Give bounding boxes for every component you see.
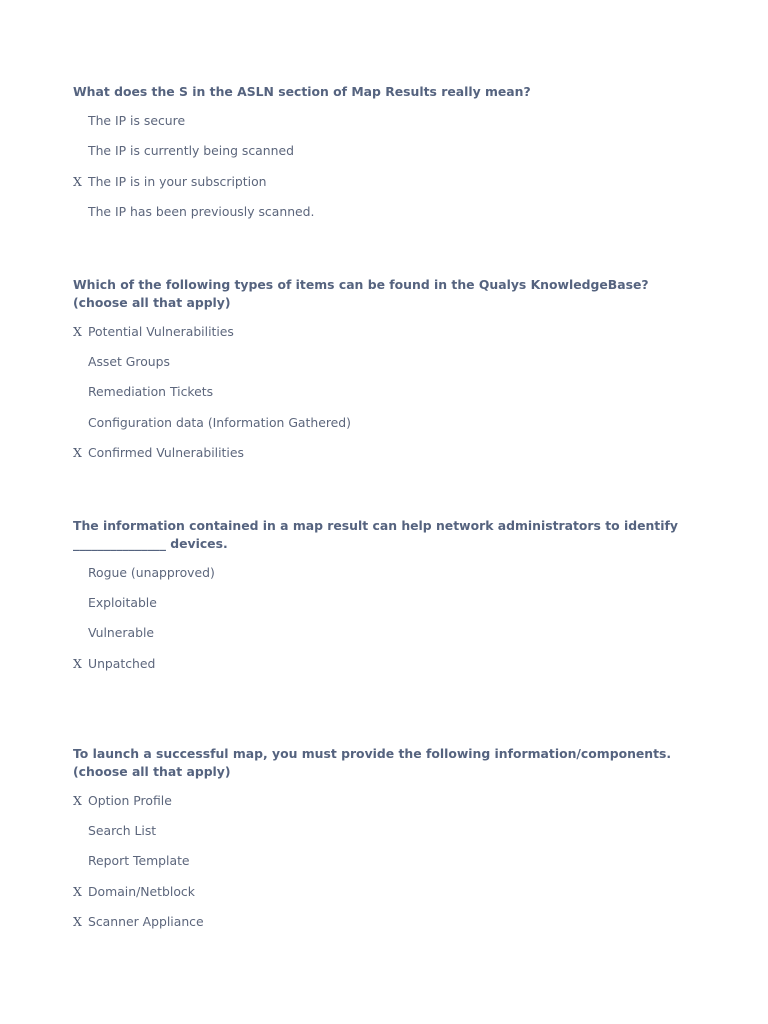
option-item — [73, 785, 693, 815]
option-label: Remediation Tickets — [88, 384, 214, 400]
option-item — [73, 196, 693, 226]
option-label: Unpatched — [88, 655, 156, 671]
option-item — [73, 407, 693, 437]
option-item — [73, 846, 693, 876]
answer-mark: X — [73, 655, 82, 671]
question-2 — [73, 276, 693, 467]
option-item — [73, 618, 693, 648]
option-label: Domain/Netblock — [88, 883, 195, 899]
option-item — [73, 876, 693, 906]
option-label: Exploitable — [88, 594, 157, 610]
option-item — [73, 106, 693, 136]
option-item — [73, 906, 693, 936]
option-item — [73, 557, 693, 587]
option-item — [73, 316, 693, 346]
option-item — [73, 377, 693, 407]
option-label: Potential Vulnerabilities — [88, 323, 234, 339]
answer-mark: X — [73, 323, 82, 339]
question-text: Which of the following types of items can be found in the Qualys KnowledgeBase? (choose all that apply) — [73, 277, 649, 310]
question-text: To launch a successful map, you must provide the following information/components. (choose all that apply) — [73, 746, 672, 779]
option-label: Confirmed Vulnerabilities — [88, 444, 244, 460]
answer-mark: X — [73, 444, 82, 460]
option-item — [73, 587, 693, 617]
option-label: Configuration data (Information Gathered) — [88, 414, 351, 430]
option-label: Report Template — [88, 853, 190, 869]
option-list — [73, 557, 693, 678]
option-label: Rogue (unapproved) — [88, 564, 215, 580]
option-list — [73, 316, 693, 467]
question-3 — [73, 517, 693, 678]
option-item — [73, 815, 693, 845]
option-list — [73, 785, 693, 936]
option-item — [73, 166, 693, 196]
option-item — [73, 346, 693, 376]
option-label: The IP is currently being scanned — [88, 143, 294, 159]
question-4 — [73, 745, 693, 936]
answer-mark: X — [73, 173, 82, 189]
option-label: Vulnerable — [88, 625, 155, 641]
question-text: The information contained in a map result can help network administrators to identify _______________ devices. — [73, 518, 678, 551]
option-item — [73, 648, 693, 678]
option-label: Search List — [88, 822, 157, 838]
question-1 — [73, 83, 693, 227]
answer-mark: X — [73, 913, 82, 929]
option-item — [73, 136, 693, 166]
option-label: The IP is in your subscription — [88, 173, 267, 189]
option-label: The IP is secure — [88, 113, 186, 129]
question-text: What does the S in the ASLN section of Map Results really mean? — [73, 84, 531, 99]
option-label: The IP has been previously scanned. — [88, 204, 315, 220]
answer-mark: X — [73, 883, 82, 899]
option-label: Scanner Appliance — [88, 913, 204, 929]
option-label: Asset Groups — [88, 353, 170, 369]
option-label: Option Profile — [88, 792, 172, 808]
option-list — [73, 106, 693, 227]
answer-mark: X — [73, 792, 82, 808]
option-item — [73, 437, 693, 467]
